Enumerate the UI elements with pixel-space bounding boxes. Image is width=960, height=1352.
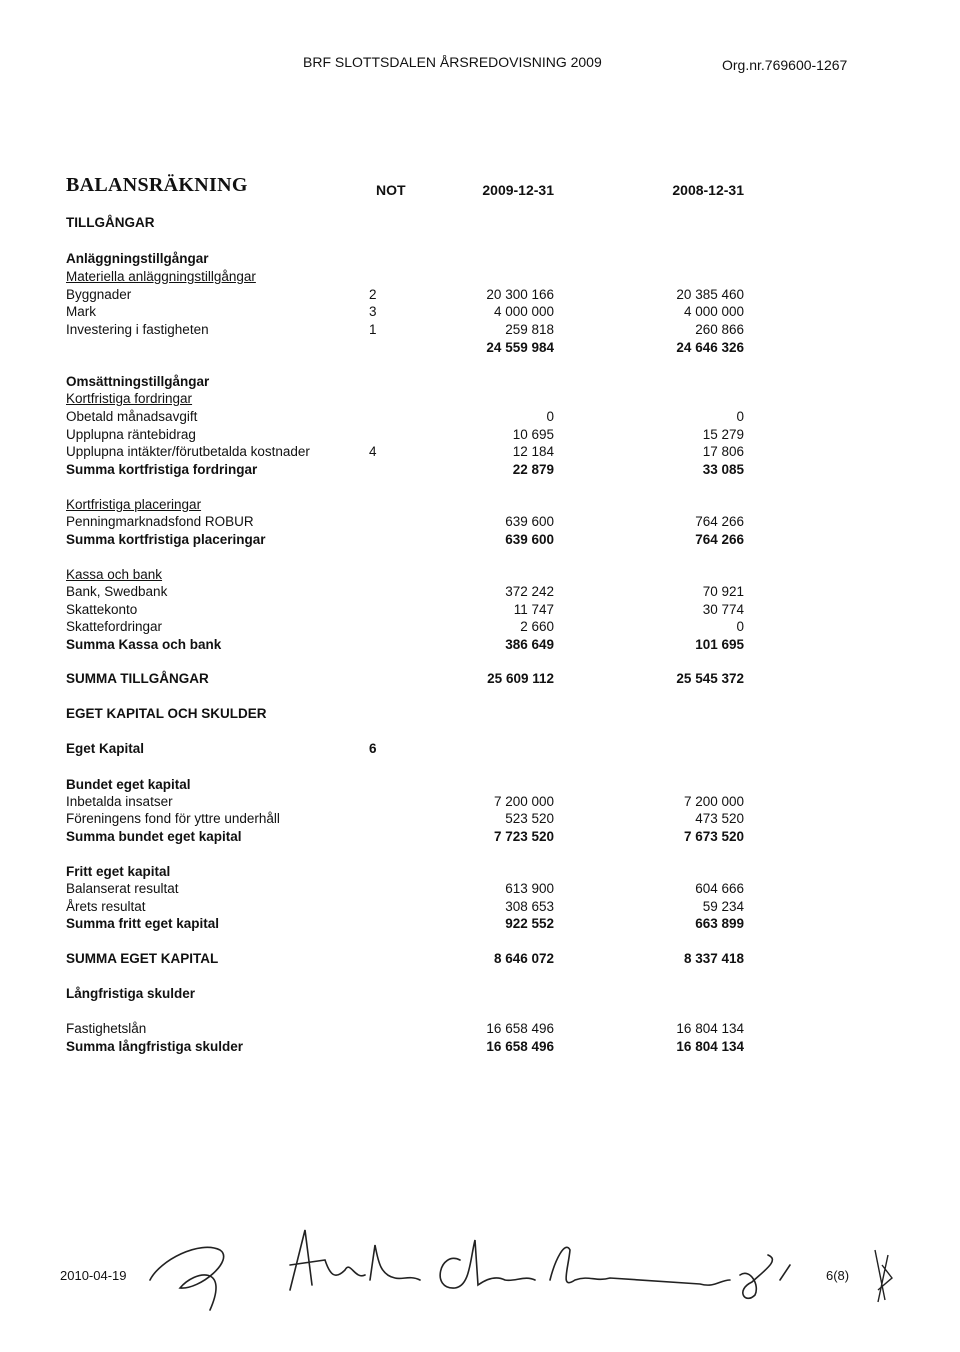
row-value-2009: 639 600 <box>505 514 554 529</box>
table-row <box>0 251 960 269</box>
table-row <box>0 811 960 829</box>
row-value-2009: 24 559 984 <box>486 340 554 355</box>
row-label: Balanserat resultat <box>66 881 179 896</box>
row-value-2008: 24 646 326 <box>676 340 744 355</box>
table-row <box>0 1039 960 1057</box>
row-note: 2 <box>369 287 377 302</box>
row-label: Summa kortfristiga placeringar <box>66 532 266 547</box>
table-row <box>0 409 960 427</box>
row-value-2009: 4 000 000 <box>493 304 554 319</box>
organization-number: Org.nr.769600-1267 <box>722 57 848 73</box>
table-row <box>0 1021 960 1039</box>
row-value-2008: 70 921 <box>702 584 744 599</box>
row-label: EGET KAPITAL OCH SKULDER <box>66 706 267 721</box>
handwritten-signatures <box>140 1220 900 1320</box>
table-row <box>0 374 960 392</box>
row-value-2009: 10 695 <box>512 427 554 442</box>
row-value-2008: 16 804 134 <box>676 1021 744 1036</box>
row-value-2009: 372 242 <box>505 584 554 599</box>
row-label: SUMMA TILLGÅNGAR <box>66 671 209 686</box>
table-row <box>0 462 960 480</box>
row-value-2008: 16 804 134 <box>676 1039 744 1054</box>
row-label: Summa Kassa och bank <box>66 637 222 652</box>
row-value-2008: 15 279 <box>702 427 744 442</box>
row-value-2009: 16 658 496 <box>486 1039 554 1054</box>
table-row <box>0 706 960 724</box>
column-header-2008: 2008-12-31 <box>672 182 744 198</box>
table-row <box>0 637 960 655</box>
row-value-2009: 25 609 112 <box>487 671 554 686</box>
row-value-2009: 613 900 <box>505 881 554 896</box>
row-label: Obetald månadsavgift <box>66 409 198 424</box>
row-label: TILLGÅNGAR <box>66 215 155 230</box>
row-value-2008: 25 545 372 <box>676 671 744 686</box>
row-value-2008: 473 520 <box>695 811 744 826</box>
table-row <box>0 444 960 462</box>
row-value-2009: 523 520 <box>505 811 554 826</box>
row-label: Eget Kapital <box>66 741 145 756</box>
row-value-2008: 7 200 000 <box>683 794 744 809</box>
row-value-2009: 259 818 <box>505 322 554 337</box>
table-row <box>0 916 960 934</box>
table-row <box>0 269 960 287</box>
row-label: Bank, Swedbank <box>66 584 168 599</box>
row-value-2009: 20 300 166 <box>486 287 554 302</box>
column-header-2009: 2009-12-31 <box>482 182 554 198</box>
row-label: Summa bundet eget kapital <box>66 829 242 844</box>
row-value-2008: 30 774 <box>702 602 744 617</box>
table-row <box>0 881 960 899</box>
row-value-2008: 0 <box>736 619 744 634</box>
row-label: Årets resultat <box>66 899 146 914</box>
row-label: Föreningens fond för yttre underhåll <box>66 811 280 826</box>
table-row <box>0 829 960 847</box>
row-value-2008: 17 806 <box>702 444 744 459</box>
row-value-2008: 4 000 000 <box>683 304 744 319</box>
row-value-2008: 7 673 520 <box>683 829 744 844</box>
row-value-2008: 663 899 <box>695 916 744 931</box>
row-value-2009: 11 747 <box>513 602 554 617</box>
row-label: Kortfristiga fordringar <box>66 391 193 406</box>
row-value-2009: 386 649 <box>505 637 554 652</box>
table-row <box>0 619 960 637</box>
table-row <box>0 532 960 550</box>
table-row <box>0 514 960 532</box>
row-label: Fastighetslån <box>66 1021 147 1036</box>
row-label: Bundet eget kapital <box>66 777 191 792</box>
row-value-2008: 764 266 <box>695 532 744 547</box>
row-label: Skattekonto <box>66 602 138 617</box>
row-label: Skattefordringar <box>66 619 163 634</box>
footer-date: 2010-04-19 <box>60 1268 127 1283</box>
table-row <box>0 215 960 233</box>
row-label: Investering i fastigheten <box>66 322 209 337</box>
row-value-2008: 260 866 <box>695 322 744 337</box>
row-label: Kassa och bank <box>66 567 163 582</box>
table-row <box>0 567 960 585</box>
row-value-2009: 2 660 <box>520 619 554 634</box>
document-header-title: BRF SLOTTSDALEN ÅRSREDOVISNING 2009 <box>303 54 602 70</box>
row-value-2008: 0 <box>736 409 744 424</box>
row-value-2009: 7 200 000 <box>493 794 554 809</box>
row-value-2008: 604 666 <box>695 881 744 896</box>
page-title: BALANSRÄKNING <box>66 174 248 196</box>
table-row <box>0 322 960 340</box>
row-label: SUMMA EGET KAPITAL <box>66 951 219 966</box>
row-value-2009: 639 600 <box>505 532 554 547</box>
row-value-2008: 20 385 460 <box>676 287 744 302</box>
table-row <box>0 899 960 917</box>
table-row <box>0 602 960 620</box>
table-row <box>0 777 960 795</box>
row-label: Materiella anläggningstillgångar <box>66 269 256 284</box>
row-note: 3 <box>369 304 377 319</box>
table-row <box>0 741 960 759</box>
row-label: Mark <box>66 304 96 319</box>
table-row <box>0 951 960 969</box>
page-number: 6(8) <box>826 1268 850 1283</box>
row-value-2009: 0 <box>546 409 554 424</box>
row-label: Summa fritt eget kapital <box>66 916 220 931</box>
row-label: Anläggningstillgångar <box>66 251 209 266</box>
column-header-note: NOT <box>376 182 406 198</box>
table-row <box>0 391 960 409</box>
row-label: Kortfristiga placeringar <box>66 497 202 512</box>
row-value-2009: 16 658 496 <box>486 1021 554 1036</box>
row-label: Fritt eget kapital <box>66 864 171 879</box>
table-row <box>0 304 960 322</box>
row-label: Inbetalda insatser <box>66 794 173 809</box>
table-row <box>0 287 960 305</box>
row-value-2009: 922 552 <box>505 916 554 931</box>
row-label: Långfristiga skulder <box>66 986 196 1001</box>
table-row <box>0 864 960 882</box>
row-note: 4 <box>369 444 377 459</box>
row-note: 1 <box>369 322 377 337</box>
row-value-2008: 101 695 <box>695 637 744 652</box>
table-row <box>0 584 960 602</box>
table-row <box>0 497 960 515</box>
row-label: Omsättningstillgångar <box>66 374 210 389</box>
row-value-2009: 7 723 520 <box>493 829 554 844</box>
table-row <box>0 427 960 445</box>
row-label: Byggnader <box>66 287 132 302</box>
table-row <box>0 986 960 1004</box>
table-row <box>0 794 960 812</box>
table-row <box>0 340 960 358</box>
row-value-2009: 8 646 072 <box>493 951 554 966</box>
row-value-2008: 59 234 <box>702 899 744 914</box>
row-value-2008: 8 337 418 <box>683 951 744 966</box>
row-label: Summa långfristiga skulder <box>66 1039 244 1054</box>
row-label: Summa kortfristiga fordringar <box>66 462 258 477</box>
row-value-2008: 764 266 <box>695 514 744 529</box>
row-label: Penningmarknadsfond ROBUR <box>66 514 254 529</box>
row-value-2009: 12 184 <box>512 444 554 459</box>
row-value-2008: 33 085 <box>702 462 744 477</box>
row-label: Upplupna räntebidrag <box>66 427 196 442</box>
row-note: 6 <box>369 741 377 756</box>
table-row <box>0 671 960 689</box>
row-value-2009: 22 879 <box>512 462 554 477</box>
row-label: Upplupna intäkter/förutbetalda kostnader <box>66 444 310 459</box>
row-value-2009: 308 653 <box>505 899 554 914</box>
